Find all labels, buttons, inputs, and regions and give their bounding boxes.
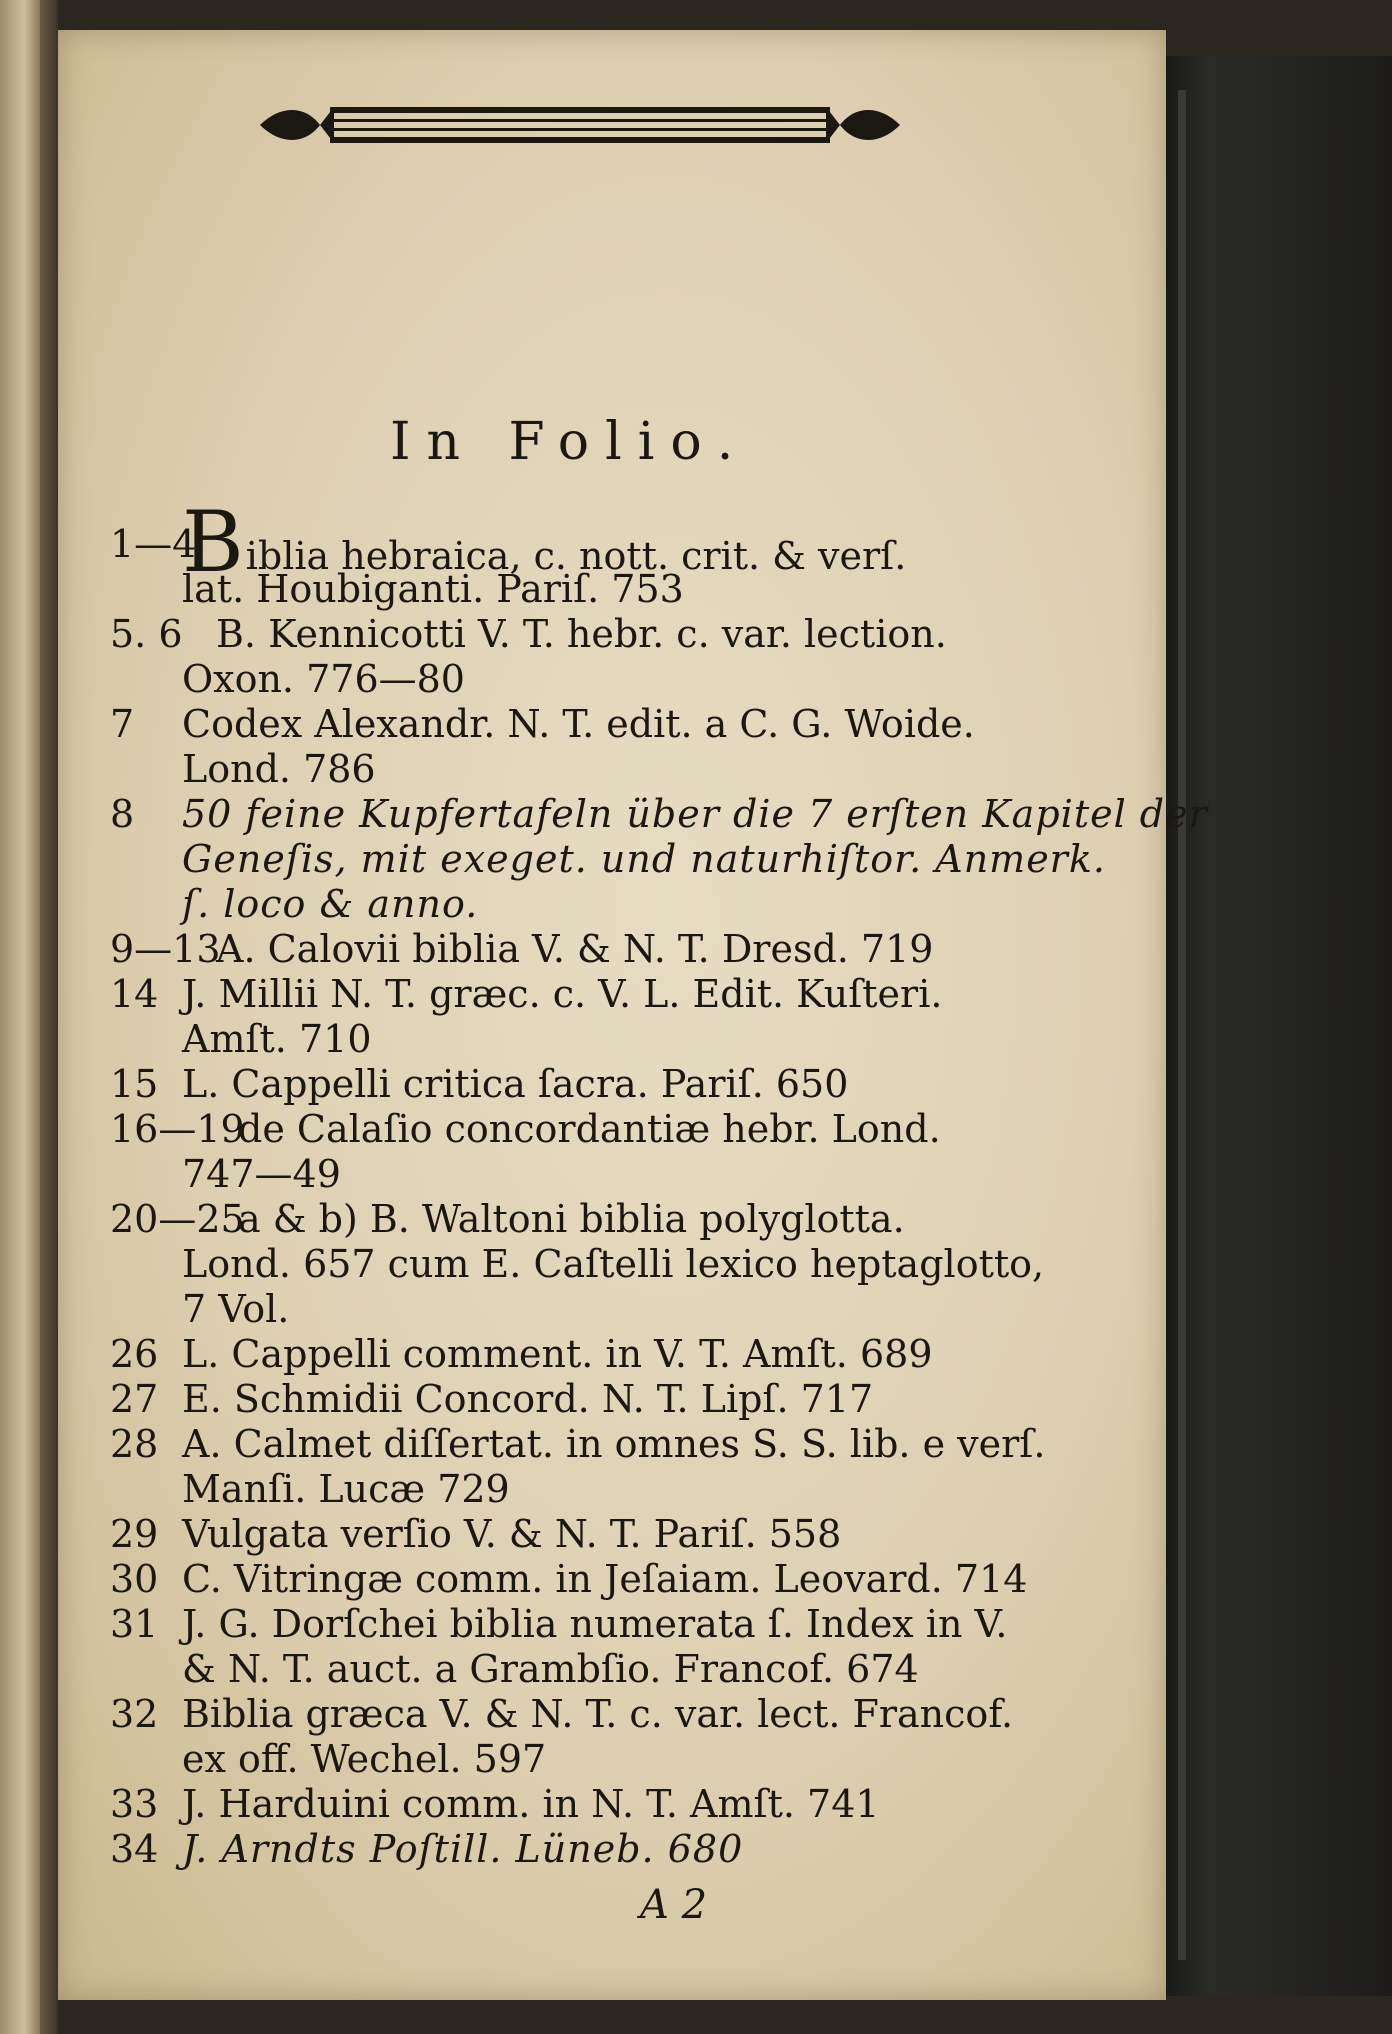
entry-line: Lond. 786 [182, 747, 376, 791]
entry-number: 26 [110, 1332, 159, 1376]
entry-line: de Calaſio concordantiæ hebr. Lond. [238, 1107, 941, 1151]
entry-line: Codex Alexandr. N. T. edit. a C. G. Woide. [182, 702, 975, 746]
signature-mark: A 2 [640, 1882, 708, 1928]
entry-line: J. Millii N. T. græc. c. V. L. Edit. Kuſteri. [182, 972, 943, 1016]
entry-number: 28 [110, 1422, 159, 1466]
entry-line: J. G. Dorſchei biblia numerata ſ. Index in V. [182, 1602, 1008, 1646]
entry-number: 15 [110, 1062, 159, 1106]
entry-line: Lond. 657 cum E. Caſtelli lexico heptaglotto, [182, 1242, 1045, 1286]
entry-number: 8 [110, 792, 135, 836]
entry-number: 32 [110, 1692, 159, 1736]
entry-line: B. Kennicotti V. T. hebr. c. var. lection. [216, 612, 947, 656]
entry-line: A. Calovii biblia V. & N. T. Dresd. 719 [216, 927, 934, 971]
entry-line: Oxon. 776—80 [182, 657, 465, 701]
entry-line: a & b) B. Waltoni biblia polyglotta. [238, 1197, 905, 1241]
entry-line: Geneſis, mit exeget. und naturhiſtor. Anmerk. [182, 837, 1106, 881]
headpiece-ornament [250, 95, 910, 155]
entry-line: Manſi. Lucæ 729 [182, 1467, 510, 1511]
entry-line: Biblia græca V. & N. T. c. var. lect. Francof. [182, 1692, 1014, 1736]
entry-number: 30 [110, 1557, 159, 1601]
entry-line: Vulgata verſio V. & N. T. Pariſ. 558 [182, 1512, 842, 1556]
entry-line: L. Cappelli comment. in V. T. Amſt. 689 [182, 1332, 933, 1376]
entry-line: 7 Vol. [182, 1287, 290, 1331]
entry-line: E. Schmidii Concord. N. T. Lipſ. 717 [182, 1377, 874, 1421]
entry-number: 9—13 [110, 927, 221, 971]
entry-line: ſ. loco & anno. [182, 882, 479, 926]
drop-cap: B [182, 493, 244, 591]
entry-line: Amſt. 710 [182, 1017, 372, 1061]
entry-line-rest: iblia hebraica, c. nott. crit. & verſ. [245, 534, 907, 578]
entry-line: lat. Houbiganti. Pariſ. 753 [182, 567, 684, 611]
book-cover-edge [1166, 56, 1392, 1996]
entry-number: 7 [110, 702, 135, 746]
entry-line: J. Arndts Poſtill. Lüneb. 680 [182, 1827, 744, 1871]
entry-line: ex off. Wechel. 597 [182, 1737, 547, 1781]
entry-number: 16—19 [110, 1107, 245, 1151]
entry-number: 27 [110, 1377, 159, 1421]
entry-number: 29 [110, 1512, 159, 1556]
entry-line: L. Cappelli critica ſacra. Pariſ. 650 [182, 1062, 849, 1106]
entry-line: C. Vitringæ comm. in Jeſaiam. Leovard. 714 [182, 1557, 1028, 1601]
entry-line: 50 feine Kupfertafeln über die 7 erſten Kapitel der [182, 792, 1208, 836]
section-heading: In Folio. [390, 412, 750, 472]
entry-line: J. Harduini comm. in N. T. Amſt. 741 [182, 1782, 880, 1826]
entry-number: 31 [110, 1602, 159, 1646]
entry-line: & N. T. auct. a Grambſio. Francof. 674 [182, 1647, 919, 1691]
entry-line: 747—49 [182, 1152, 341, 1196]
entry-line: A. Calmet diſſertat. in omnes S. S. lib. e verſ. [182, 1422, 1046, 1466]
list-item [0, 1827, 1108, 1887]
entry-number: 33 [110, 1782, 159, 1826]
entry-number: 20—25 [110, 1197, 245, 1241]
entry-number: 14 [110, 972, 159, 1016]
entry-number: 1—4 [110, 522, 197, 566]
entry-number: 5. 6 [110, 612, 183, 656]
cover-binding-band [1178, 90, 1186, 1960]
entry-number: 34 [110, 1827, 159, 1871]
